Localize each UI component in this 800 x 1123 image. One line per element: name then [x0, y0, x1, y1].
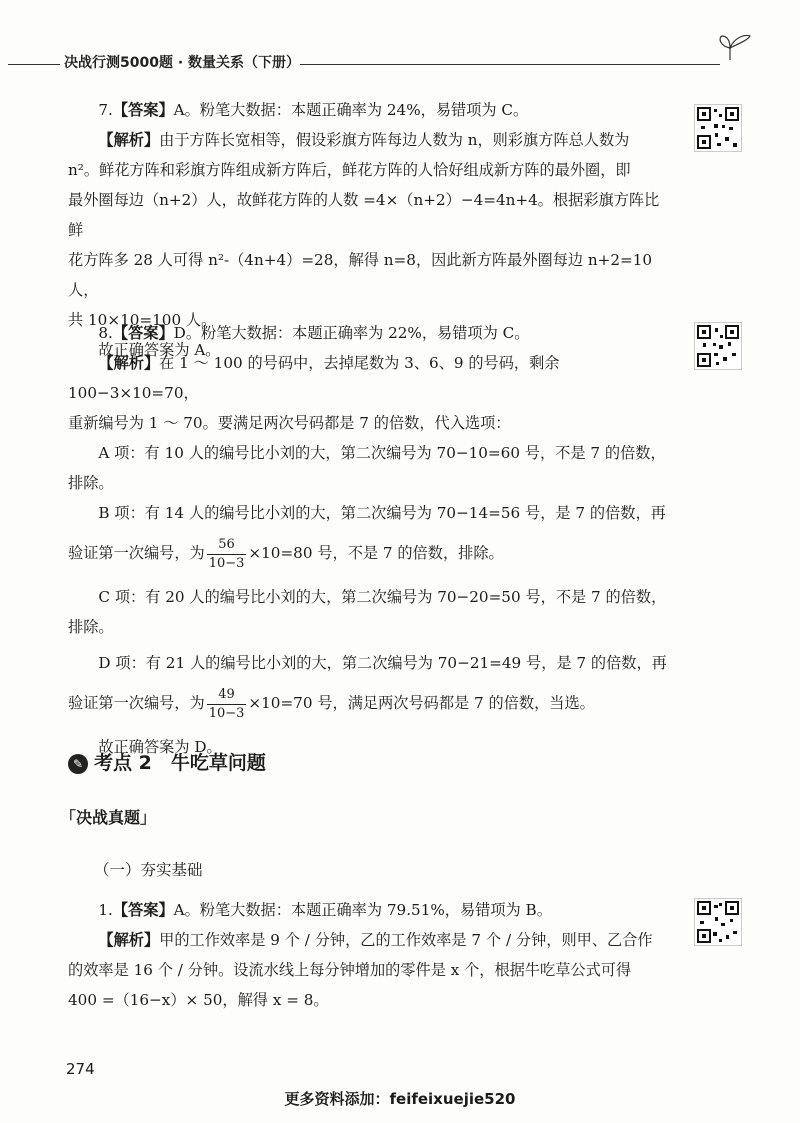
q7-answer: 7.【答案】A。粉笔大数据：本题正确率为 24%，易错项为 C。	[98, 101, 529, 119]
q7-analysis-line-4: 花方阵多 28 人可得 n²-（4n+4）=28，解得 n=8，因此新方阵最外圈每边 n+2=10 人，	[68, 251, 653, 299]
q1-analysis-line-2: 的效率是 16 个 / 分钟。设流水线上每分钟增加的零件是 x 个，根据牛吃草公式可得	[68, 961, 632, 979]
q8-option-b-line-1: B 项：有 14 人的编号比小刘的大，第二次编号为 70−14=56 号，是 7 的倍数，再	[98, 504, 666, 522]
q8-option-d-line-2: 验证第一次编号，为 $\frac{49}{10-3}$ ×10=70 号，满足两次号码都是 7 的倍数，当选。	[68, 686, 595, 721]
q7-analysis-line-3: 最外圈每边（n+2）人，故鲜花方阵的人数 =4×（n+2）−4=4n+4。根据彩旗方阵比鲜	[68, 191, 660, 239]
q8-option-d-line-1: D 项：有 21 人的编号比小刘的大，第二次编号为 70−21=49 号，是 7 的倍数，再	[98, 654, 667, 672]
page-number: 274	[66, 1060, 95, 1078]
q8-analysis-line-1: 【解析】在 1 ～ 100 的号码中，去掉尾数为 3、6、9 的号码，剩余 100−3×10=70，	[68, 354, 560, 402]
question-1	[68, 895, 668, 1015]
q1-answer: 1.【答案】A。粉笔大数据：本题正确率为 79.51%，易错项为 B。	[98, 901, 552, 919]
qr-code-q7[interactable]	[694, 104, 742, 152]
qr-code-q1[interactable]	[694, 898, 742, 946]
running-header	[0, 48, 800, 74]
q1-analysis-line-3: 400 =（16−x）× 50，解得 x = 8。	[68, 991, 329, 1009]
q7-analysis-line-5: 共 10×10=100 人。	[68, 311, 217, 329]
subsection-title: 「决战真题」	[60, 808, 157, 827]
q8-option-a: A 项：有 10 人的编号比小刘的大，第二次编号为 70−10=60 号，不是 7 的倍数，排除。	[68, 444, 666, 492]
question-8	[68, 318, 668, 762]
q7-analysis-line-1: 【解析】由于方阵长宽相等，假设彩旗方阵每边人数为 n，则彩旗方阵总人数为	[98, 131, 630, 149]
qr-code-q8[interactable]	[694, 322, 742, 370]
q8-analysis-line-2: 重新编号为 1 ～ 70。要满足两次号码都是 7 的倍数，代入选项：	[68, 414, 511, 432]
fraction: $\frac{56}{10-3}$	[208, 536, 245, 571]
q7-analysis-line-2: n²。鲜花方阵和彩旗方阵组成新方阵后，鲜花方阵的人恰好组成新方阵的最外圈，即	[68, 161, 631, 179]
book-title: 决战行测5000题 · 数量关系（下册）	[64, 55, 301, 71]
q8-option-b-line-2: 验证第一次编号，为 $\frac{56}{10-3}$ ×10=80 号，不是 7 的倍数，排除。	[68, 536, 504, 571]
sprout-icon	[718, 0, 758, 60]
section-title: ✎ 考点 2 牛吃草问题	[68, 748, 266, 775]
pencil-icon: ✎	[68, 754, 88, 774]
q7-conclusion: 故正确答案为 A。	[98, 341, 221, 359]
q8-answer: 8.【答案】D。粉笔大数据：本题正确率为 22%，易错项为 C。	[98, 324, 530, 342]
header-rule-left	[8, 64, 60, 65]
q1-analysis-line-1: 【解析】甲的工作效率是 9 个 / 分钟，乙的工作效率是 7 个 / 分钟，则甲、乙合作	[98, 931, 653, 949]
q8-option-c-line-1: C 项：有 20 人的编号比小刘的大，第二次编号为 70−20=50 号，不是 7 的倍数，	[98, 588, 667, 606]
footer-note: 更多资料添加：feifeixuejie520	[284, 1090, 516, 1108]
q8-option-c-line-2: 排除。	[68, 618, 114, 636]
header-rule-right	[300, 64, 720, 65]
part-title: （一）夯实基础	[94, 861, 203, 879]
fraction: $\frac{49}{10-3}$	[208, 686, 245, 721]
q8-conclusion: 故正确答案为 D。	[98, 738, 222, 756]
